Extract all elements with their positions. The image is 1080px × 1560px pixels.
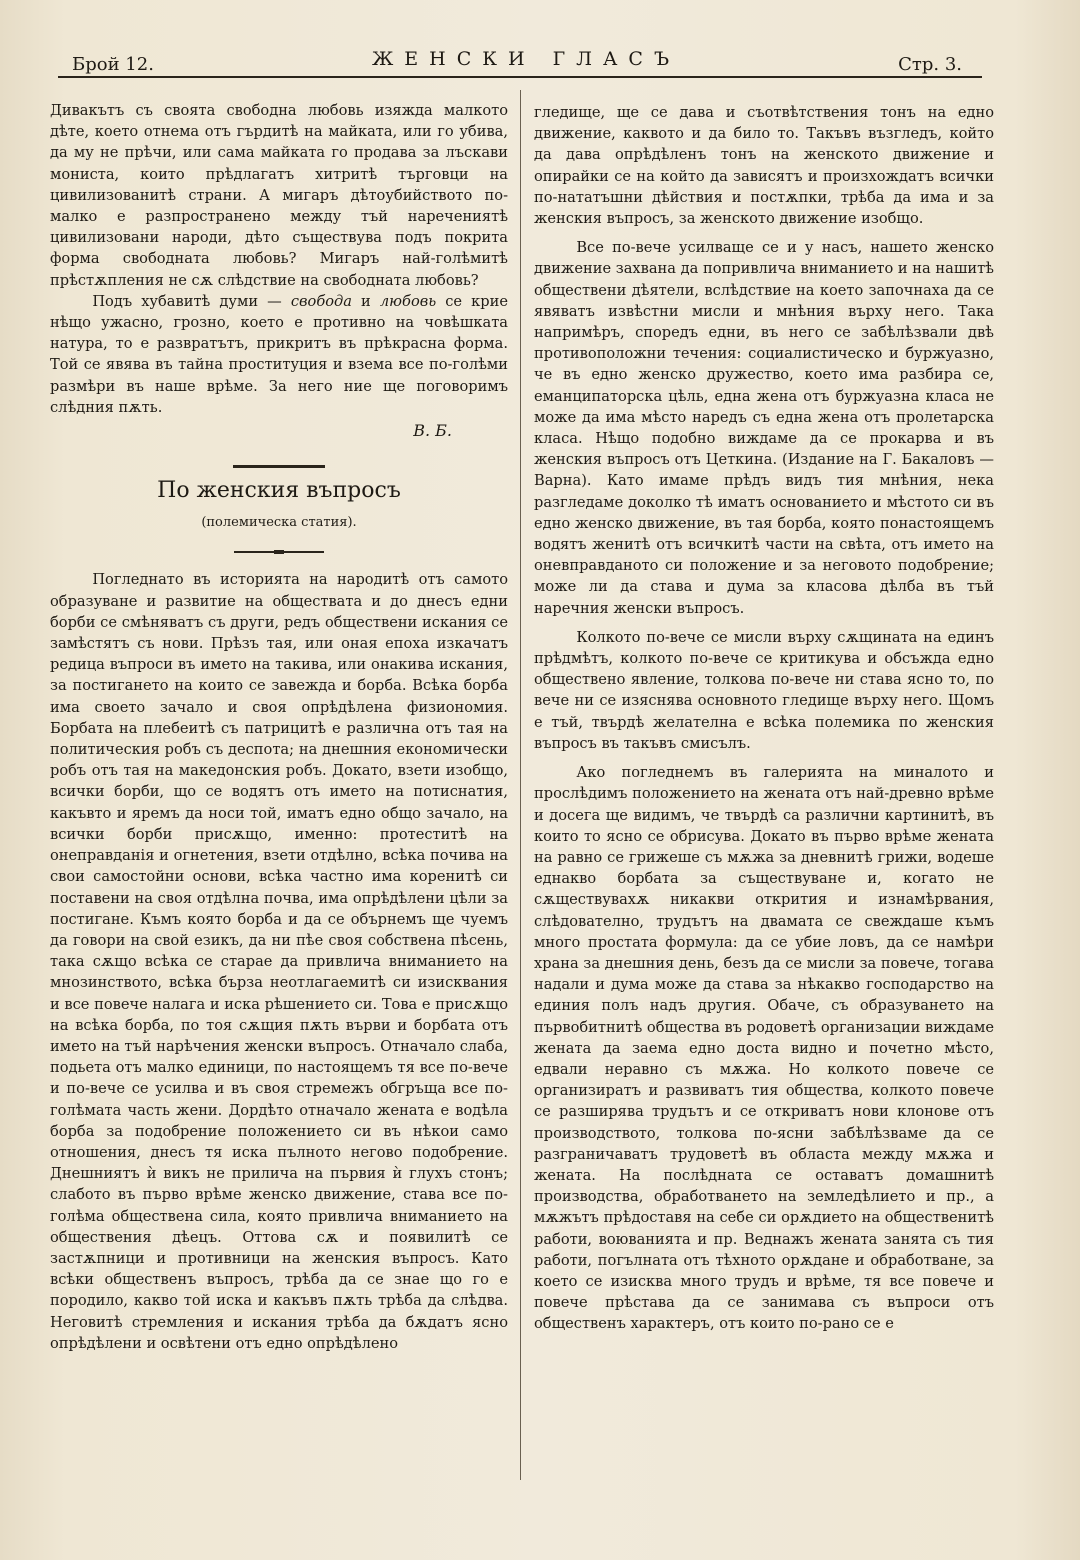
paragraph: Все по-вече усилваще се и у насъ, нашето женско движение захвана да попривлича вниманието и на нашитѣ обществени дѣятели, вслѣдствие на което започнаха да се явяватъ извѣстни мисли и мнѣния върху него. Така напримѣръ, споредъ едни, въ него се забѣлѣзвали двѣ противоположни течения: социалистическо и буржуазно, че въ едно женско дружество, което има разбира се, еманципаторска цѣль, една жена отъ буржуазна класа не може да има мѣсто наредъ съ една жена отъ пролетарска класа. Нѣщо подобно виждаме да се прокарва и въ женския въпросъ отъ Цеткина. (Издание на Г. Бакаловъ — Варна). Като имаме прѣдъ видъ тия мнѣния, нека разгледаме доколко тѣ иматъ основанието и мѣстото си въ едно женско движение, въ тая борба, която понастоящемъ водятъ женитѣ отъ всичкитѣ части на свѣта, отъ името на оневправданото си положение и за неговото подобрение; може ли да става и дума за класова дѣлба въ тъй наречния женски въпросъ. [534, 239, 994, 617]
masthead-title: ЖЕНСКИ ГЛАСЪ [371, 48, 681, 70]
article-title: По женския въпросъ [157, 478, 401, 504]
title-ornament [50, 541, 508, 547]
column-divider [520, 90, 521, 1480]
paragraph: гледище, ще се дава и съотвѣтствения тонъ на едно движение, каквото и да било то. Такъвъ възгледъ, който да дава опрѣдѣленъ тонъ на женското движение и опирайки се на който да зависятъ и произхождатъ всички по-нататъшни дѣйствия и постѫпки, трѣба да има и за женския въпросъ, за женското движение изобщо. [534, 104, 994, 228]
right-column [534, 102, 994, 1335]
paragraph: Подъ хубавитѣ думи — свобода и любовь се крие нѣщо ужасно, грозно, което е противно на човѣшката натура, то е развратътъ, прикритъ въ прѣкрасна форма. Той се явява въ тайна проституция и взема все по-голѣми размѣри въ наше врѣме. За него ние ще поговоримъ слѣдния пѫть. [50, 292, 508, 416]
header-rule [58, 76, 982, 78]
section-separator [233, 465, 325, 468]
paragraph: Ако погледнемъ въ галерията на миналото и прослѣдимъ положението на жената отъ най-древно врѣме и досега ще видимъ, че твърдѣ са различни картинитѣ, въ които то ясно се обрисува. Докато въ първо врѣме жената на равно се грижеше съ мѫжа за дневнитѣ грижи, водеше еднакво борбата за съществуване и, когато не сѫществувахѫ никакви открития и изнамѣрвания, слѣдователно, трудътъ на двамата се свеждаше къмъ много простата формула: да се убие ловъ, да се намѣри храна за днешния день, безъ да се мисли за повече, тогава надали и дума може да става за нѣкакво господарство на единия полъ надъ другия. Обаче, съ образуването на първобитнитѣ общества въ родоветѣ организации виждаме жената да заема едно доста видно и почетно мѣсто, едвали неравно съ мѫжа. Но колкото повече се организиратъ и развиватъ тия общества, колкото повече се разширява трудътъ и се откриватъ нови клонове отъ производството, толкова по-ясни забѣлѣзваме да се разграничаватъ трудоветѣ въ областа между мѫжа и жената. На послѣдната се оставатъ домашнитѣ производства, обработването на земледѣлието и пр., а мѫжътъ прѣдоставя на себе си орѫдието на общественитѣ работи, воюванията и пр. Веднажъ жената занята съ тия работи, погълната отъ тѣхното орѫдане и обработване, за което се изисква много трудъ и врѣме, тя все повече и повече прѣстава да се занимава съ въпроси отъ общественъ характеръ, отъ които по-рано се е [534, 764, 995, 1333]
paragraph: Погледнато въ историята на народитѣ отъ самото образуване и развитие на обществата и до днесъ едни борби се смѣняватъ съ други, редъ обществени искания се замѣстятъ съ нови. Прѣзъ тая, или оная епоха изкачатъ редица въпроси въ името на такива, или онакива искания, за постигането на които се завежда и борба. Всѣка борба има своето зачало и своя опрѣдѣлена физиономия. Борбата на плебеитѣ съ патрицитѣ е различна отъ тая на политическия робъ съ деспота; на днешния економически робъ отъ тая на македонския робъ. Докато, взети изобщо, всички борби, що се водятъ отъ името на потиснатия, какъвто и яремъ да носи той, иматъ едно общо зачало, на всички борби присѫщо, именно: протеститѣ на онеправданія и огнетения, взети отдѣлно, всѣка почива на свои самостойни основи, всѣка частно има коренитѣ си поставени на своя отдѣлна почва, има опрѣдѣлени цѣли за постигане. Къмъ която борба и да се обърнемъ ще чуемъ да говори на свой езикъ, да ни пѣе своя собствена пѣсень, така сѫщо всѣка се старае да привлича вниманието на мнозинството, всѣка бърза неотлагаемитѣ си изисквания и все повече налага и иска рѣшението си. Това е присѫщо на всѣка борба, по тоя сѫщия пѫть върви и борбата отъ името на тъй нарѣчения женски въпросъ. Отначало слаба, подьета отъ малко единици, по настоящемъ тя все по-вече и по-вече се усилва и въ своя стремежъ обгръща все по-голѣмата часть жени. Дордѣто отначало жената е водѣла борба за подобрение положението си въ нѣкои само отношения, днесъ тя иска пълното негово подобрение. Днешниятъ ѝ викъ не прилича на първия ѝ глухъ стонъ; слабото въ първо врѣме женско движение, става все по-голѣма обществена сила, която привлича вниманието на обществения дѣецъ. Оттова сѫ и появилитѣ се застѫпници и противници на женския въпросъ. Като всѣки общественъ въпросъ, трѣба да се знае що го е породило, какво той иска и какъвъ пѫть трѣба да слѣдва. Неговитѣ стремления и искания трѣба да бѫдатъ ясно опрѣдѣлени и освѣтени отъ едно опрѣдѣлено [50, 571, 508, 1352]
paragraph: Дивакътъ съ своята свободна любовь изяжда малкото дѣте, което отнема отъ гърдитѣ на майката, или го убива, да му не прѣчи, или сама майката го продава за лъскави мониста, които прѣдлагатъ хитритѣ търговци на цивилизованитѣ страни. А мигаръ дѣтоубийството по-малко е разпространено между тъй наречениятѣ цивилизовани народи, дѣто съществува подъ покрита форма свободната любовь? Мигаръ най-голѣмитѣ прѣстѫпления не сѫ слѣдствие на свободната любовь? [50, 102, 508, 289]
page-header [72, 48, 980, 78]
author-signature: В. Б. [413, 421, 452, 441]
paragraph: Колкото по-вече се мисли върху сѫщината на единъ прѣдмѣтъ, колкото по-вече се критикува и обсъжда едно обществено явление, толкова по-вече ни става ясно то, по вече ни се изяснява основното гледище върху него. Щомъ е тъй, твърдѣ желателна е всѣка полемика по женския въпросъ въ такъвъ смисълъ. [534, 628, 994, 752]
issue-number: Брой 12. [72, 54, 154, 75]
page-number: Стр. 3. [898, 54, 962, 75]
article-subtitle: (полемическа статия). [201, 515, 357, 531]
left-column [50, 100, 508, 1354]
